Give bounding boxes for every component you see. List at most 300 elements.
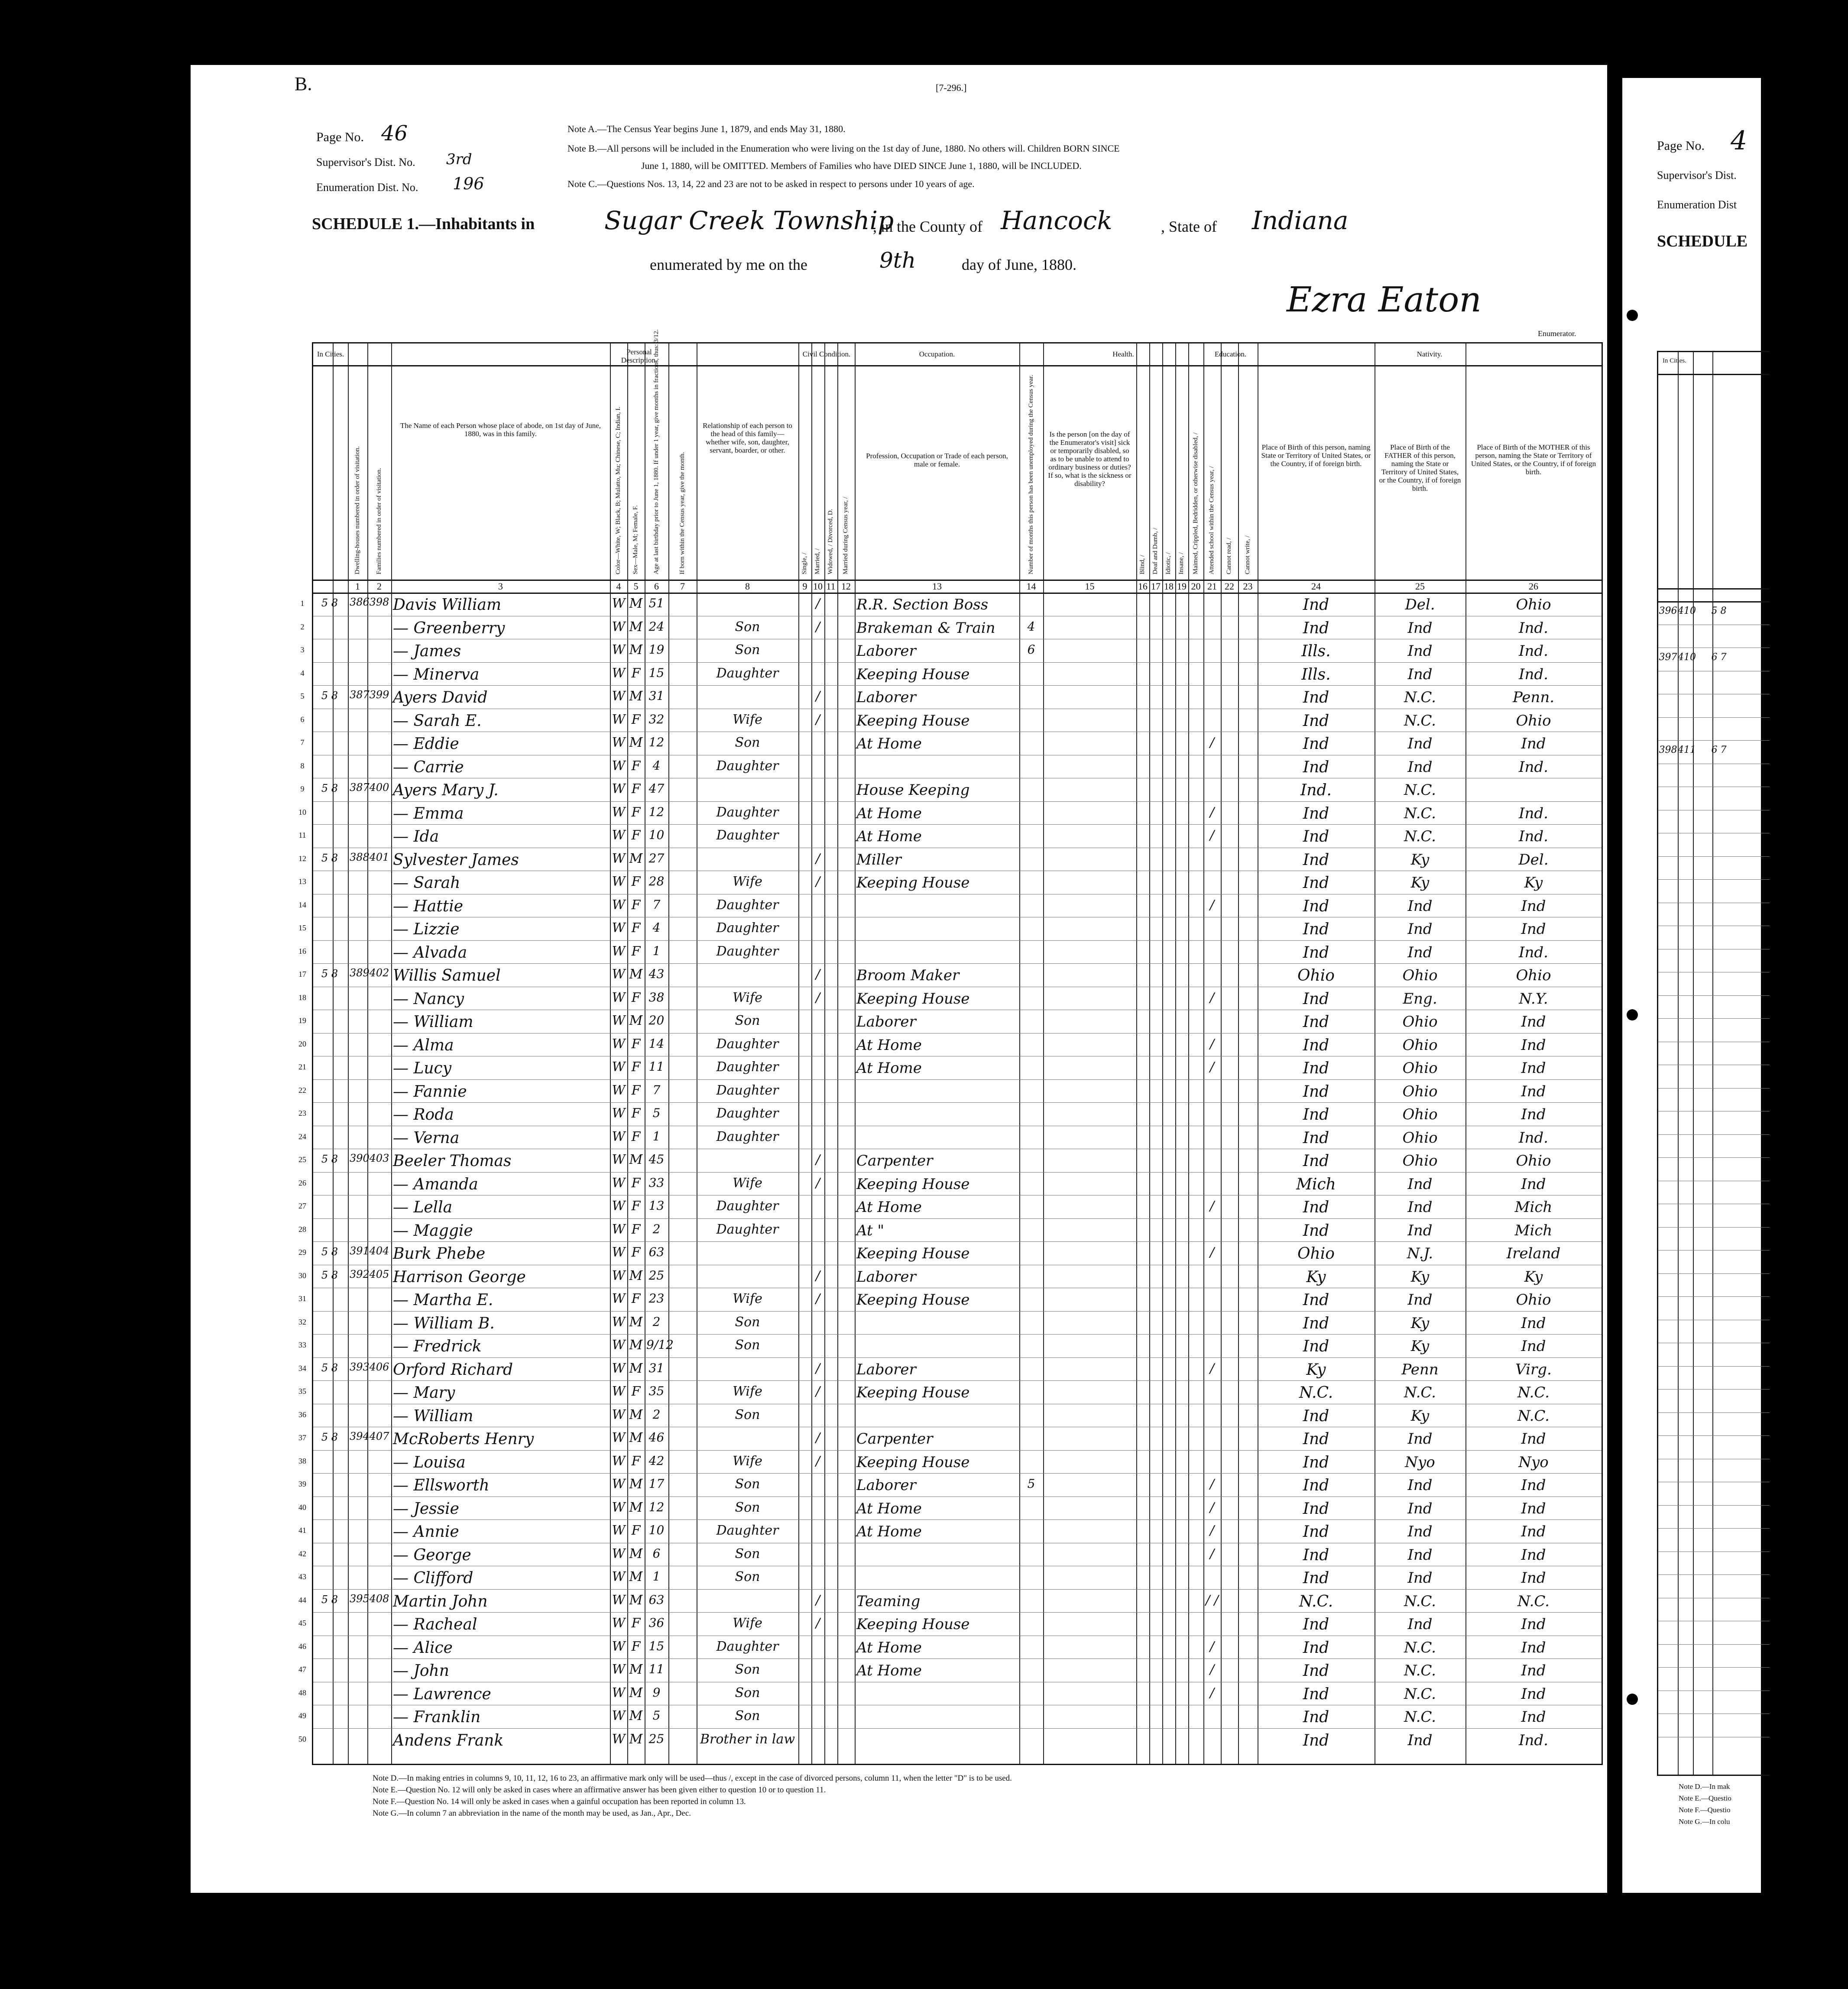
column-divider — [610, 343, 611, 1764]
person-sex: M — [629, 1152, 643, 1167]
married-mark: / — [815, 851, 820, 866]
person-age: 25 — [648, 1268, 665, 1283]
person-color: W — [612, 1106, 626, 1121]
person-color: W — [612, 943, 626, 959]
person-age: 19 — [648, 642, 665, 657]
person-occupation: Keeping House — [856, 874, 970, 891]
row-divider — [1658, 856, 1770, 857]
person-birthplace: Ind — [1303, 897, 1329, 915]
line-number: 37 — [298, 1433, 306, 1442]
person-sex: F — [631, 1059, 641, 1075]
family-number: 406 — [369, 1361, 389, 1373]
next-page-no-value: 4 — [1731, 126, 1747, 156]
column-divider — [627, 343, 628, 1764]
line-number: 30 — [298, 1271, 306, 1280]
column-divider — [824, 343, 825, 1764]
person-occupation: Laborer — [856, 642, 916, 660]
district-mark: 5 8 — [321, 597, 338, 609]
row-divider — [313, 1102, 1602, 1103]
married-mark: / — [815, 1291, 820, 1306]
person-name: — Maggie — [393, 1221, 473, 1240]
person-age: 9/12 — [646, 1338, 674, 1352]
person-occupation: At " — [856, 1221, 885, 1239]
mother-birthplace: Ind — [1521, 1500, 1546, 1517]
father-birthplace: Ohio — [1402, 1059, 1438, 1077]
person-sex: F — [631, 1523, 641, 1538]
person-sex: F — [631, 1639, 641, 1654]
person-sex: M — [629, 642, 643, 658]
person-age: 9 — [652, 1685, 661, 1700]
dwelling-number: 393 — [350, 1361, 370, 1373]
person-relationship: Daughter — [716, 1199, 779, 1214]
mother-birthplace: Mich — [1514, 1221, 1553, 1239]
person-birthplace: Ind — [1303, 735, 1329, 753]
person-age: 47 — [648, 781, 665, 796]
header-occupation-desc: Profession, Occupation or Trade of each person, male or female. — [866, 452, 1008, 468]
person-age: 12 — [648, 1500, 665, 1514]
row-divider — [313, 1218, 1602, 1219]
next-district-mark: 6 7 — [1711, 652, 1727, 663]
header-health: Health. — [1112, 350, 1134, 358]
person-sex: M — [629, 1546, 643, 1561]
page-no-label: Page No. — [316, 130, 364, 144]
person-occupation: Carpenter — [856, 1430, 933, 1448]
person-color: W — [612, 1338, 626, 1353]
column-divider — [391, 343, 392, 1764]
person-color: W — [612, 1082, 626, 1098]
header-col-6: Age at last birthday prior to June 1, 1880. If under 1 year, give months in fractions, thus: 3/12. — [652, 329, 660, 574]
father-birthplace: Ohio — [1402, 967, 1438, 984]
line-number: 33 — [298, 1341, 306, 1349]
next-note-d: Note D.—In mak — [1679, 1782, 1730, 1791]
line-number: 43 — [298, 1572, 306, 1581]
header-sickness: Is the person [on the day of the Enumerator's visit] sick or temporarily disabled, so as to be unable to attend to ordinary business or duties? If so, what is the sickness or disability? — [1048, 430, 1131, 488]
person-relationship: Wife — [733, 1384, 762, 1399]
person-sex: M — [629, 967, 643, 982]
person-relationship: Wife — [733, 990, 762, 1005]
person-occupation: Carpenter — [856, 1152, 933, 1169]
months-unemployed: 6 — [1027, 642, 1035, 657]
person-age: 4 — [652, 758, 661, 773]
line-number: 20 — [298, 1039, 306, 1048]
person-age: 46 — [648, 1430, 665, 1445]
person-birthplace: N.C. — [1299, 1592, 1333, 1610]
person-color: W — [612, 1129, 626, 1144]
family-number: 401 — [369, 851, 389, 863]
note-b-line2: June 1, 1880, will be OMITTED. Members of Families who have DIED SINCE June 1, 1880, will be INCLUDED. — [641, 160, 1082, 171]
enumeration-day: 9th — [879, 248, 916, 273]
person-color: W — [612, 1731, 626, 1747]
father-birthplace: Ky — [1410, 1338, 1430, 1355]
married-mark: / — [815, 689, 820, 704]
line-number: 15 — [298, 923, 306, 932]
row-divider — [1658, 879, 1770, 880]
column-number: 3 — [498, 581, 503, 592]
person-color: W — [612, 781, 626, 797]
married-mark: / — [815, 1430, 820, 1445]
line-number: 28 — [298, 1224, 306, 1234]
row-divider — [313, 662, 1602, 663]
school-mark: / — [1209, 1477, 1215, 1492]
married-mark: / — [815, 619, 820, 635]
mother-birthplace: Del. — [1518, 851, 1549, 868]
person-age: 32 — [648, 712, 665, 726]
person-relationship: Wife — [733, 874, 762, 889]
married-mark: / — [815, 1152, 820, 1167]
mother-birthplace: Ind. — [1519, 943, 1548, 961]
mother-birthplace: Ind — [1521, 897, 1546, 915]
mother-birthplace: Ind — [1521, 1639, 1546, 1656]
person-age: 11 — [648, 1059, 665, 1074]
person-age: 24 — [648, 619, 665, 634]
column-number: 21 — [1207, 581, 1217, 592]
column-divider — [1203, 343, 1204, 1764]
father-birthplace: Ohio — [1402, 1129, 1438, 1147]
mother-birthplace: Ind — [1521, 1477, 1546, 1494]
father-birthplace: Ind — [1407, 665, 1433, 683]
mother-birthplace: Mich — [1514, 1199, 1553, 1216]
father-birthplace: Eng. — [1403, 990, 1437, 1007]
person-sex: F — [631, 804, 641, 820]
person-sex: F — [631, 1129, 641, 1144]
person-sex: M — [629, 596, 643, 611]
person-name: — Annie — [393, 1523, 459, 1541]
person-color: W — [612, 1152, 626, 1167]
dwelling-number: 387 — [350, 781, 370, 794]
person-sex: F — [631, 665, 641, 681]
father-birthplace: N.C. — [1404, 1384, 1436, 1401]
line-number: 5 — [300, 692, 305, 700]
person-occupation: Laborer — [856, 1268, 916, 1286]
father-birthplace: Ind — [1407, 1523, 1433, 1540]
person-name: Ayers Mary J. — [393, 781, 499, 799]
person-age: 1 — [652, 1129, 661, 1144]
line-number: 40 — [298, 1503, 306, 1512]
mother-birthplace: Ohio — [1516, 596, 1551, 613]
person-birthplace: Ills. — [1301, 642, 1331, 660]
person-occupation: At Home — [856, 1523, 922, 1540]
person-sex: M — [629, 619, 643, 635]
person-birthplace: Ind — [1303, 619, 1329, 637]
person-occupation: At Home — [856, 1639, 922, 1656]
person-name: — William — [393, 1013, 473, 1031]
row-divider — [1658, 1574, 1770, 1575]
person-occupation: Keeping House — [856, 1384, 970, 1401]
header-col-14: Number of months this person has been unemployed during the Census year. — [1027, 375, 1034, 574]
person-sex: M — [629, 1361, 643, 1376]
mother-birthplace: Ind — [1521, 1082, 1546, 1100]
enumerated-label: enumerated by me on the — [650, 256, 807, 273]
header-nativity: Nativity. — [1417, 350, 1443, 358]
father-birthplace: Ind — [1407, 1731, 1433, 1749]
father-birthplace: Ind — [1407, 758, 1433, 776]
person-age: 6 — [652, 1546, 661, 1561]
person-birthplace: Ind — [1303, 1291, 1329, 1309]
district-mark: 5 8 — [321, 852, 338, 864]
next-enumeration-label: Enumeration Dist — [1657, 198, 1737, 211]
person-sex: F — [631, 1245, 641, 1260]
row-divider — [313, 1079, 1602, 1080]
district-mark: 5 8 — [321, 1361, 338, 1374]
header-relationship: Relationship of each person to the head of this family—whether wife, son, daughter, servant, boarder, or other. — [703, 421, 792, 454]
person-occupation: Keeping House — [856, 1453, 970, 1471]
person-birthplace: Ind — [1303, 1662, 1329, 1680]
person-birthplace: Ind — [1303, 1685, 1329, 1703]
person-color: W — [612, 1430, 626, 1445]
family-number: 407 — [369, 1430, 389, 1442]
column-divider — [333, 343, 334, 1764]
person-color: W — [612, 642, 626, 658]
next-supervisor-label: Supervisor's Dist. — [1657, 169, 1737, 181]
header-col-22: Cannot read, / — [1226, 538, 1232, 574]
father-birthplace: Ind — [1407, 943, 1433, 961]
married-mark: / — [815, 1268, 820, 1283]
person-age: 25 — [648, 1731, 665, 1746]
person-age: 23 — [648, 1291, 665, 1305]
line-number: 11 — [298, 831, 306, 839]
father-birthplace: N.C. — [1404, 1639, 1436, 1656]
married-mark: / — [815, 967, 820, 982]
person-color: W — [612, 1639, 626, 1654]
enumeration-day-suffix: day of June, 1880. — [962, 256, 1076, 273]
person-relationship: Wife — [733, 1175, 762, 1191]
person-relationship: Son — [735, 735, 760, 750]
person-relationship: Daughter — [716, 665, 779, 681]
father-birthplace: Ind — [1407, 1291, 1433, 1309]
mother-birthplace: Ind — [1521, 1569, 1546, 1587]
column-number: 6 — [654, 581, 659, 592]
row-divider — [313, 1311, 1602, 1312]
row-divider — [1658, 995, 1770, 996]
father-birthplace: N.C. — [1404, 1685, 1436, 1703]
header-col-7: If born within the Census year, give the month. — [678, 452, 686, 574]
header-mother-birthplace: Place of Birth of the MOTHER of this person, naming the State or Territory of United States, or the Country, if of foreign birth. — [1471, 443, 1596, 476]
column-number: 19 — [1177, 581, 1187, 592]
person-age: 63 — [648, 1592, 665, 1607]
person-name: — Minerva — [393, 665, 480, 684]
census-page-left — [191, 65, 1607, 1893]
person-relationship: Daughter — [716, 804, 779, 820]
person-relationship: Son — [735, 1685, 760, 1701]
next-district-mark: 6 7 — [1711, 745, 1727, 755]
column-number: 2 — [377, 581, 382, 592]
column-divider — [1238, 343, 1239, 1764]
person-age: 31 — [648, 689, 665, 703]
mother-birthplace: Ind — [1521, 1175, 1546, 1193]
person-occupation: At Home — [856, 735, 922, 752]
married-mark: / — [815, 1175, 820, 1191]
header-col-17: Deaf and Dumb, / — [1152, 528, 1159, 574]
column-divider — [367, 343, 368, 1764]
person-age: 42 — [648, 1453, 665, 1468]
line-number: 12 — [298, 854, 306, 863]
footer-note-f: Note F.—Question No. 14 will only be asked in cases when a gainful occupation has been reported in column 13. — [373, 1797, 746, 1806]
person-occupation: Brakeman & Train — [856, 619, 995, 637]
months-unemployed: 4 — [1027, 619, 1035, 634]
person-color: W — [612, 712, 626, 727]
corner-letter: B. — [295, 73, 312, 94]
family-number: 400 — [369, 781, 389, 794]
column-divider — [1465, 343, 1466, 1764]
mother-birthplace: Ind — [1521, 1616, 1546, 1633]
father-birthplace: N.C. — [1404, 828, 1436, 845]
person-birthplace: Ind — [1303, 1453, 1329, 1471]
person-name: Ayers David — [393, 689, 488, 706]
column-divider — [837, 343, 838, 1764]
person-occupation: Keeping House — [856, 1616, 970, 1633]
person-color: W — [612, 828, 626, 843]
father-birthplace: Ky — [1410, 1314, 1430, 1332]
person-relationship: Son — [735, 1338, 760, 1353]
column-number: 20 — [1191, 581, 1201, 592]
footer-note-g: Note G.—In column 7 an abbreviation in the name of the month may be used, as Jan., Apr., Dec. — [373, 1809, 691, 1818]
father-birthplace: Ky — [1410, 851, 1430, 868]
mother-birthplace: Ind — [1521, 1708, 1546, 1726]
person-relationship: Son — [735, 1477, 760, 1492]
column-divider — [798, 343, 799, 1764]
person-birthplace: Ind — [1303, 1013, 1329, 1031]
state-label: , State of — [1161, 218, 1217, 235]
person-occupation: At Home — [856, 804, 922, 822]
person-name: — Lizzie — [393, 920, 460, 938]
mother-birthplace: Ohio — [1516, 967, 1551, 984]
column-divider — [811, 343, 812, 1764]
person-relationship: Son — [735, 1013, 760, 1028]
person-sex: M — [629, 1685, 643, 1701]
person-color: W — [612, 1592, 626, 1608]
row-divider — [1658, 1157, 1770, 1158]
father-birthplace: Ohio — [1402, 1082, 1438, 1100]
district-mark: 5 8 — [321, 968, 338, 980]
column-number: 11 — [826, 581, 836, 592]
column-number: 14 — [1026, 581, 1036, 592]
person-occupation: Keeping House — [856, 1291, 970, 1309]
form-number: [7-296.] — [936, 82, 967, 93]
mother-birthplace: N.C. — [1517, 1407, 1550, 1425]
line-number: 32 — [298, 1317, 306, 1326]
person-relationship: Daughter — [716, 828, 779, 843]
mother-birthplace: Ind. — [1519, 1731, 1548, 1749]
person-name: — Lella — [393, 1199, 453, 1216]
school-mark: / — [1209, 1546, 1215, 1561]
person-sex: M — [629, 1314, 643, 1330]
months-unemployed: 5 — [1027, 1477, 1035, 1491]
column-number: 8 — [745, 581, 750, 592]
line-number: 22 — [298, 1085, 306, 1095]
line-number: 6 — [300, 715, 305, 724]
line-number: 4 — [300, 668, 305, 677]
next-note-g: Note G.—In colu — [1679, 1817, 1730, 1826]
row-divider — [313, 365, 1602, 366]
next-page-no-label: Page No. — [1657, 139, 1705, 153]
person-occupation: At Home — [856, 1199, 922, 1216]
person-name: — Alice — [393, 1639, 453, 1657]
person-color: W — [612, 1314, 626, 1330]
next-schedule-label: SCHEDULE — [1657, 232, 1748, 250]
person-birthplace: Ind — [1303, 1500, 1329, 1518]
column-divider — [1188, 343, 1189, 1764]
person-name: — Alvada — [393, 943, 467, 962]
dwelling-number: 387 — [350, 689, 370, 701]
person-birthplace: Ind — [1303, 758, 1329, 776]
column-divider — [1136, 343, 1137, 1764]
row-divider — [1658, 1227, 1770, 1228]
person-birthplace: Ind — [1303, 804, 1329, 823]
mother-birthplace: Ind. — [1519, 619, 1548, 637]
father-birthplace: Ohio — [1402, 1036, 1438, 1054]
footer-note-e: Note E.—Question No. 12 will only be asked in cases where an affirmative answer has been given either to question 10 or to question 11. — [373, 1785, 826, 1795]
person-color: W — [612, 990, 626, 1005]
line-number: 16 — [298, 946, 306, 956]
person-occupation: At Home — [856, 1059, 922, 1077]
row-divider — [1658, 1667, 1770, 1668]
person-birthplace: Ind — [1303, 1152, 1329, 1170]
line-number: 49 — [298, 1711, 306, 1720]
married-mark: / — [815, 1453, 820, 1469]
mother-birthplace: Nyo — [1518, 1453, 1549, 1471]
person-name: — Sarah E. — [393, 712, 482, 730]
mother-birthplace: Ind — [1521, 735, 1546, 752]
person-color: W — [612, 1384, 626, 1399]
enumerator-signature: Ezra Eaton — [1287, 279, 1482, 320]
person-occupation: Broom Maker — [856, 967, 960, 984]
person-occupation: Keeping House — [856, 1175, 970, 1193]
person-color: W — [612, 897, 626, 913]
person-sex: F — [631, 897, 641, 913]
school-mark: / / — [1206, 1592, 1219, 1608]
family-number: 408 — [369, 1592, 389, 1605]
row-divider — [313, 1357, 1602, 1358]
person-color: W — [612, 920, 626, 936]
dwelling-number: 395 — [350, 1592, 370, 1605]
column-number: 9 — [802, 581, 807, 592]
county: Hancock — [1001, 206, 1112, 235]
line-number: 21 — [298, 1063, 306, 1071]
person-age: 2 — [652, 1407, 661, 1422]
father-birthplace: Ohio — [1402, 1152, 1438, 1169]
column-number: 12 — [841, 581, 851, 592]
father-birthplace: Ind — [1407, 1430, 1433, 1448]
person-color: W — [612, 689, 626, 704]
person-occupation: Keeping House — [856, 990, 970, 1007]
person-sex: M — [629, 1592, 643, 1608]
mother-birthplace: N.C. — [1517, 1384, 1550, 1401]
person-color: W — [612, 1500, 626, 1515]
column-number: 7 — [680, 581, 685, 592]
line-number: 50 — [298, 1734, 306, 1743]
person-age: 10 — [648, 828, 665, 842]
person-sex: F — [631, 874, 641, 889]
mother-birthplace: Ky — [1524, 1268, 1543, 1286]
person-name: — Louisa — [393, 1453, 466, 1471]
line-number: 1 — [300, 599, 305, 608]
column-number: 22 — [1225, 581, 1234, 592]
column-divider — [1043, 343, 1044, 1764]
person-sex: M — [629, 1569, 643, 1584]
person-color: W — [612, 1175, 626, 1191]
mother-birthplace: Ind. — [1519, 1129, 1548, 1147]
column-number: 15 — [1085, 581, 1095, 592]
mother-birthplace: Ind — [1521, 1430, 1546, 1448]
person-name: — Greenberry — [393, 619, 505, 637]
person-name: — Nancy — [393, 990, 464, 1008]
next-note-f: Note F.—Questio — [1679, 1806, 1731, 1814]
person-sex: F — [631, 1384, 641, 1399]
person-relationship: Daughter — [716, 1059, 779, 1075]
district-mark: 5 8 — [321, 1593, 338, 1606]
school-mark: / — [1209, 1245, 1215, 1260]
person-relationship: Son — [735, 642, 760, 658]
